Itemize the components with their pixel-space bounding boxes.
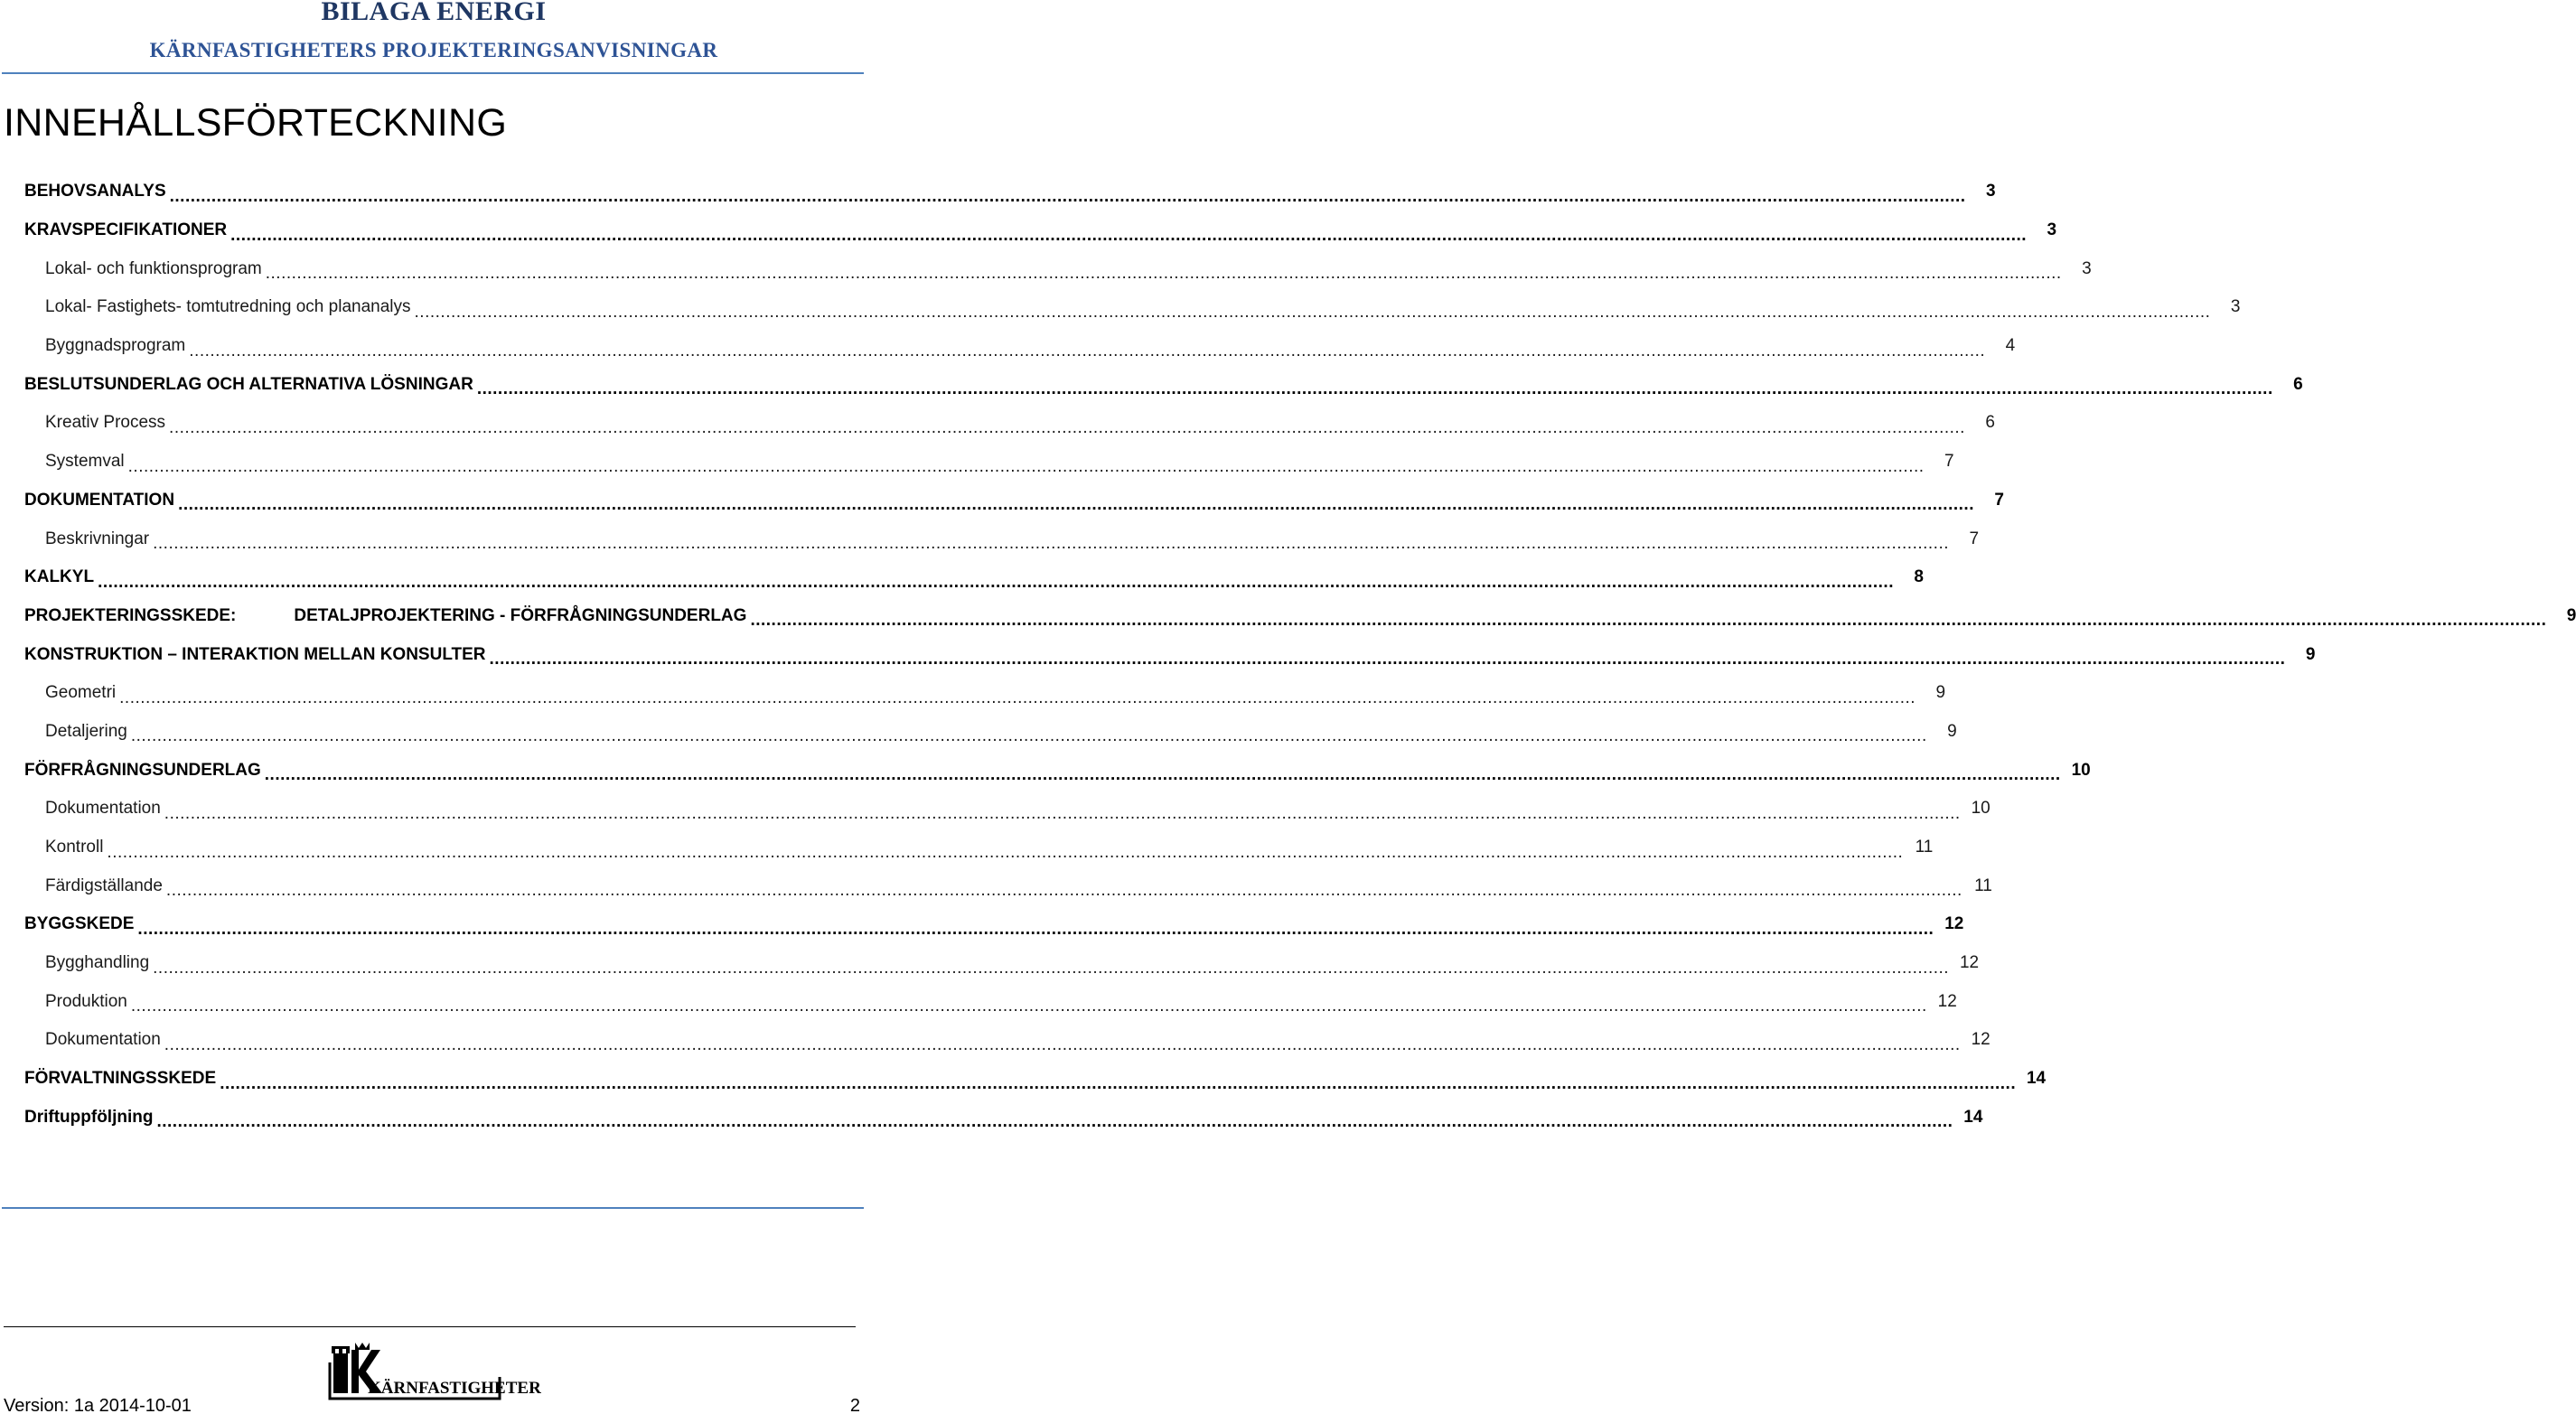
toc-entry-title: [24, 645, 486, 665]
toc-entry[interactable]: [0, 944, 1980, 983]
toc-dot-leader: [153, 960, 1949, 977]
toc-entry-title: [24, 761, 261, 781]
toc-entry-label: Dokumentation: [45, 1030, 161, 1050]
toc-entry[interactable]: [0, 327, 2016, 366]
toc-entry-label: BYGGSKEDE: [24, 914, 135, 934]
toc-entry-label: Beskrivningar: [45, 529, 150, 548]
toc-entry-label: Produktion: [45, 991, 127, 1011]
toc-entry[interactable]: [0, 866, 1992, 905]
table-of-contents: [0, 173, 2576, 1137]
toc-entry-label: Färdigställande: [45, 875, 163, 895]
toc-page-number: 12: [1971, 1030, 1991, 1050]
version-label: Version: 1a 2014-10-01: [4, 1396, 192, 1416]
toc-entry-title: [45, 799, 161, 819]
toc-dot-leader: [490, 651, 2286, 668]
toc-entry-title: [45, 336, 185, 356]
toc-page-number: 7: [1994, 490, 2004, 510]
toc-entry-label: Geometri: [45, 683, 117, 703]
toc-entry-label: Lokal- och funktionsprogram: [45, 258, 262, 278]
toc-dot-leader: [230, 227, 2027, 244]
toc-entry[interactable]: [0, 982, 1957, 1021]
toc-entry-label: Kontroll: [45, 838, 104, 857]
toc-entry-title: [24, 182, 166, 201]
toc-page-number: 9: [1947, 721, 1957, 741]
toc-entry-title: [24, 914, 134, 934]
toc-dot-leader: [131, 997, 1927, 1015]
toc-dot-leader: [156, 1113, 1953, 1130]
toc-entry-title: [45, 992, 127, 1012]
toc-entry[interactable]: [0, 249, 2092, 288]
toc-entry-title: [45, 259, 262, 279]
toc-entry-label: BEHOVSANALYS: [24, 182, 166, 201]
toc-entry-title: [45, 297, 411, 317]
toc-entry-title: [24, 1069, 216, 1089]
toc-entry[interactable]: [0, 635, 2316, 674]
toc-page-number: 11: [1974, 875, 1992, 895]
toc-entry[interactable]: [0, 1099, 1983, 1137]
toc-page-number: 10: [2071, 760, 2091, 780]
toc-page-number: 3: [1985, 182, 1996, 201]
toc-entry-label: Bygghandling: [45, 953, 150, 973]
logo-graphic: [328, 1343, 541, 1400]
toc-dot-leader: [266, 265, 2062, 282]
toc-dot-leader: [166, 882, 1962, 899]
toc-entry[interactable]: [0, 558, 1924, 597]
toc-page-number: 9: [1935, 683, 1946, 703]
toc-page-number: 10: [1971, 799, 1991, 819]
toc-page-number: 4: [2005, 336, 2016, 356]
toc-page-number: 3: [2047, 220, 2057, 240]
toc-entry-label: KALKYL: [24, 567, 95, 587]
toc-entry-label-secondary: DETALJPROJEKTERING - FÖRFRÅGNINGSUNDERLAG: [294, 605, 747, 625]
toc-page-number: 9: [2305, 644, 2316, 664]
toc-entry-label: KONSTRUKTION – INTERAKTION MELLAN KONSULTER: [24, 644, 486, 664]
toc-entry[interactable]: [0, 211, 2057, 250]
toc-page-number: 3: [2082, 258, 2092, 278]
toc-dot-leader: [164, 805, 1961, 822]
toc-entry[interactable]: [0, 597, 2576, 636]
toc-entry-title: [45, 529, 149, 549]
toc-dot-leader: [170, 188, 1966, 205]
toc-entry[interactable]: [0, 404, 1995, 443]
toc-entry-label: KRAVSPECIFIKATIONER: [24, 220, 228, 240]
toc-page-number: 7: [1944, 452, 1954, 472]
toc-page-number: 8: [1914, 567, 1924, 587]
toc-entry-title: [45, 838, 103, 857]
footer-top-divider: [2, 1207, 864, 1209]
toc-dot-leader: [164, 1036, 1961, 1053]
page-number: 2: [849, 1396, 860, 1416]
toc-entry[interactable]: [0, 713, 1957, 752]
toc-entry-title: [24, 220, 227, 240]
toc-entry-title: [24, 1108, 153, 1128]
toc-page-number: 6: [1985, 413, 1995, 433]
toc-entry-title: [45, 876, 163, 896]
toc-dot-leader: [153, 535, 1949, 552]
toc-entry[interactable]: [0, 674, 1946, 713]
toc-entry-label: Lokal- Fastighets- tomtutredning och plananalys: [45, 297, 411, 317]
toc-entry-title: [45, 683, 116, 703]
toc-entry[interactable]: [0, 1060, 2047, 1099]
header-divider: [2, 72, 864, 74]
toc-entry-label: Kreativ Process: [45, 413, 166, 433]
header-subtitle: KÄRNFASTIGHETERS PROJEKTERINGSANVISNINGAR: [149, 39, 718, 61]
toc-page-number: 12: [1959, 953, 1980, 973]
header-title: BILAGA ENERGI: [321, 0, 547, 26]
toc-entry-label: BESLUTSUNDERLAG OCH ALTERNATIVA LÖSNINGAR: [24, 374, 473, 394]
toc-page-number: 9: [2566, 605, 2576, 625]
toc-entry-label: Dokumentation: [45, 799, 161, 819]
toc-entry-title: [45, 413, 165, 433]
toc-entry-label: FÖRFRÅGNINGSUNDERLAG: [24, 760, 261, 780]
toc-dot-leader: [128, 458, 1925, 475]
karnfastigheter-logo: [328, 1343, 541, 1400]
toc-entry-label: Detaljering: [45, 721, 127, 741]
toc-dot-leader: [98, 574, 1894, 591]
toc-dot-leader: [265, 766, 2061, 783]
toc-entry[interactable]: [0, 482, 2004, 520]
toc-entry-title: [24, 606, 746, 626]
toc-page-number: 14: [2026, 1069, 2047, 1089]
logo-wordmark: KÄRNFASTIGHETER: [368, 1379, 541, 1398]
toc-entry-title: [45, 1030, 161, 1050]
toc-entry[interactable]: [0, 520, 1980, 558]
toc-entry[interactable]: [0, 288, 2241, 327]
toc-entry-title: [24, 375, 473, 395]
toc-entry[interactable]: [0, 443, 1954, 482]
toc-entry-label: PROJEKTERINGSSKEDE:: [24, 605, 237, 625]
toc-dot-leader: [119, 689, 1916, 707]
toc-entry-label: DOKUMENTATION: [24, 490, 175, 510]
toc-entry-title: [45, 452, 125, 472]
toc-entry-label: FÖRVALTNINGSSKEDE: [24, 1069, 217, 1089]
toc-dot-leader: [107, 844, 1903, 861]
toc-page-number: 11: [1915, 838, 1934, 857]
toc-page-number: 14: [1963, 1107, 1983, 1127]
toc-dot-leader: [750, 612, 2546, 629]
toc-dot-leader: [137, 921, 1934, 938]
toc-entry-title: [45, 722, 127, 742]
toc-entry[interactable]: [0, 1021, 1991, 1060]
toc-entry[interactable]: [0, 365, 2303, 404]
toc-page-number: 12: [1944, 914, 1964, 934]
toc-dot-leader: [415, 304, 2211, 321]
toc-dot-leader: [178, 496, 1974, 513]
toc-page-number: 3: [2230, 297, 2241, 317]
toc-entry-label: Systemval: [45, 452, 125, 472]
toc-dot-leader: [477, 380, 2273, 398]
toc-entry-label: Driftuppföljning: [24, 1107, 154, 1127]
toc-dot-leader: [169, 419, 1965, 436]
toc-entry[interactable]: [0, 173, 1996, 211]
toc-entry[interactable]: [0, 905, 1964, 944]
toc-entry-title: [45, 953, 149, 973]
toc-page-number: 7: [1969, 529, 1980, 548]
toc-dot-leader: [189, 342, 1985, 360]
toc-dot-leader: [220, 1075, 2016, 1092]
toc-entry-title: [24, 491, 174, 510]
toc-dot-leader: [131, 727, 1927, 744]
footer-divider: [4, 1326, 856, 1327]
toc-entry[interactable]: [0, 751, 2091, 790]
toc-entry[interactable]: [0, 790, 1991, 829]
toc-entry-title: [24, 567, 94, 587]
toc-entry[interactable]: [0, 829, 1934, 867]
toc-heading: INNEHÅLLSFÖRTECKNING: [4, 101, 508, 145]
toc-page-number: 6: [2293, 374, 2303, 394]
toc-entry-label: Byggnadsprogram: [45, 336, 186, 356]
toc-page-number: 12: [1937, 991, 1957, 1011]
